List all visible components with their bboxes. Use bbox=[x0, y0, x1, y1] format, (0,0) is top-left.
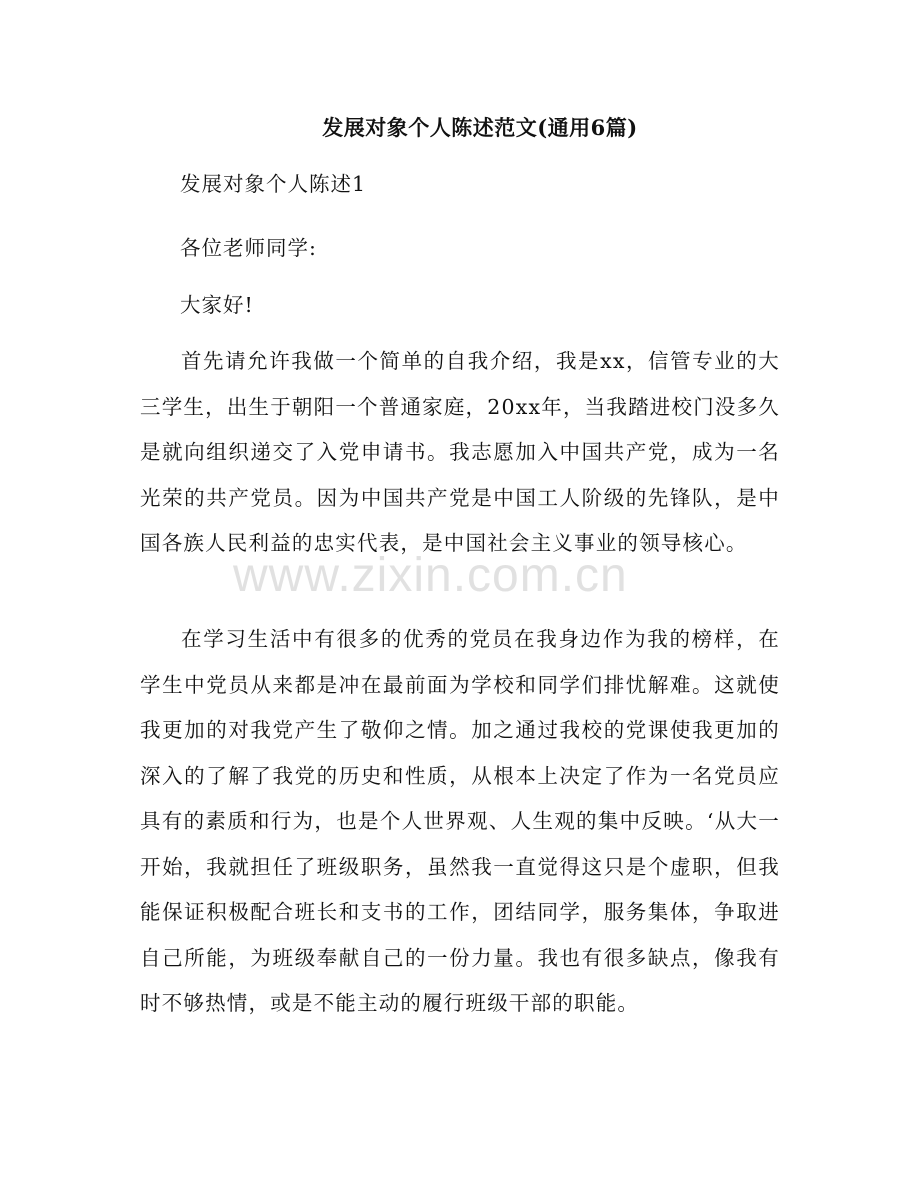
watermark: www.zixin.com.cn bbox=[233, 549, 628, 602]
section-heading: 发展对象个人陈述1 bbox=[180, 172, 367, 196]
paragraph-motivation: 在学习生活中有很多的优秀的党员在我身边作为我的榜样，在学生中党员从来都是冲在最前面为学校和同学们排忧解难。这就使我更加的对我党产生了敬仰之情。加之通过我校的党课使我更加的深入的了解了我党的历史和性质，从根本上决定了作为一名党员应具有的素质和行为，也是个人世界观、人生观的集中反映。‘从大一开始，我就担任了班级职务，虽然我一直觉得这只是个虚职，但我能保证积极配合班长和支书的工作，团结同学，服务集体，争取进自己所能，为班级奉献自己的一份力量。我也有很多缺点，像我有时不够热情，或是不能主动的履行班级干部的职能。 bbox=[140, 627, 780, 1015]
paragraph-introduction: 首先请允许我做一个简单的自我介绍，我是xx，信管专业的大三学生，出生于朝阳一个普通家庭，20xx年，当我踏进校门没多久是就向组织递交了入党申请书。我志愿加入中国共产党，成为一名光荣的共产党员。因为中国共产党是中国工人阶级的先锋队，是中国各族人民利益的忠实代表，是中国社会主义事业的领导核心。 bbox=[140, 349, 780, 555]
salutation: 各位老师同学: bbox=[180, 236, 317, 260]
document-title: 发展对象个人陈述范文(通用6篇) bbox=[322, 115, 638, 140]
greeting: 大家好! bbox=[180, 293, 254, 317]
